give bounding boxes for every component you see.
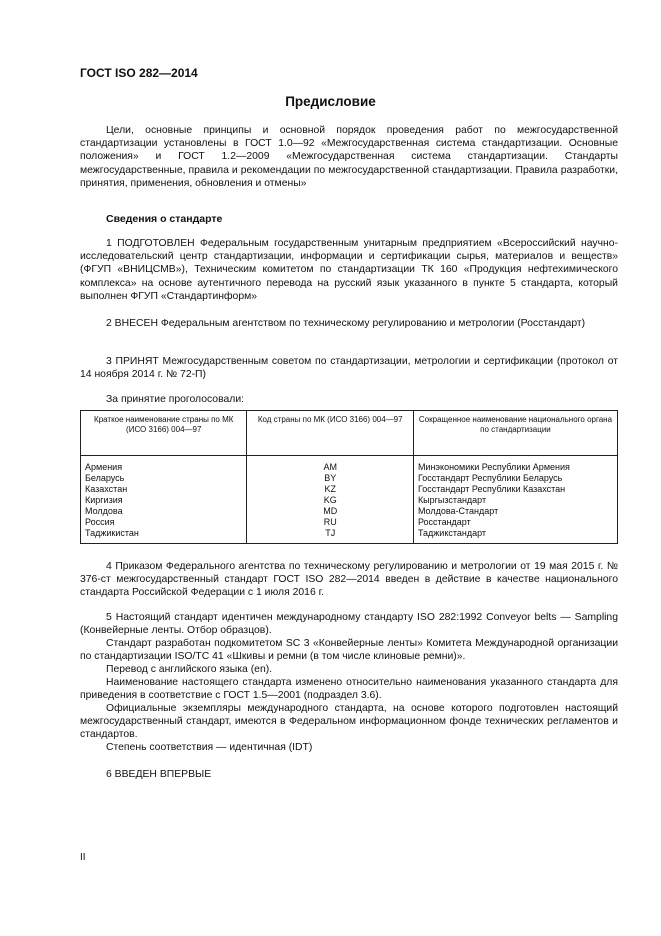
document-header: ГОСТ ISO 282—2014 [80, 66, 198, 80]
item-5-committee: Стандарт разработан подкомитетом SC 3 «Конвейерные ленты» Комитета Международной организации по стандартизации ISO/TC 41 «Шкивы и ремни (в том числе клиновые ремни)». [80, 638, 618, 663]
table-cell: Молдова [85, 506, 123, 516]
page-title: Предисловие [285, 94, 376, 109]
table-cell: Госстандарт Республики Казахстан [417, 484, 566, 494]
item-5: 5 Настоящий стандарт идентичен международному стандарту ISO 282:1992 Conveyor belts — Sampling (Конвейерные ленты. Отбор образцов). [80, 612, 618, 637]
voted-label: За принятие проголосовали: [106, 394, 245, 405]
table-cell: Беларусь [85, 473, 125, 483]
section-subtitle: Сведения о стандарте [106, 213, 223, 225]
table-cell: BY [324, 473, 337, 483]
item-5-name-change: Наименование настоящего стандарта изменено относительно наименования указанного стандарта для приведения в соответствие с ГОСТ 1.5—2001 (подраздел 3.6). [80, 677, 618, 702]
intro-paragraph: Цели, основные принципы и основной порядок проведения работ по межгосударственной стандартизации установлены в ГОСТ 1.0—92 «Межгосударственная система стандартизации. Основные положения» и ГОСТ 1.2—2009 «Межгосударственная система стандартизации. Стандарты межгосударственные, правила и рекомендации по межгосударственной стандартизации. Правила разработки, принятия, применения, обновления и отмены» [80, 125, 618, 189]
table-cell: Таджикстандарт [417, 528, 487, 538]
table-cell: Минэкономики Республики Армения [417, 462, 570, 472]
table-header-body: Сокращенное наименование национального органа по стандартизации [413, 411, 617, 456]
table-cell: Армения [85, 462, 123, 472]
table-col-code [247, 456, 413, 544]
table-cell: Росстандарт [417, 517, 471, 527]
item-6: 6 ВВЕДЕН ВПЕРВЫЕ [106, 769, 212, 780]
item-5-conformity: Степень соответствия — идентичная (IDT) [106, 742, 313, 753]
table-cell: KG [323, 495, 337, 505]
item-1: 1 ПОДГОТОВЛЕН Федеральным государственным унитарным предприятием «Всероссийский научно-исследовательский центр стандартизации, информации и сертификации сырья, материалов и веществ» (ФГУП «ВНИЦСМВ»), Техническим комитетом по стандартизации ТК 160 «Продукция нефтехимического комплекса» на основе аутентичного перевода на русский язык указанного в пункте 5 стандарта, который выполнен ФГУП «Стандартинформ» [80, 238, 618, 302]
table-cell: Киргизия [85, 495, 123, 505]
item-3: 3 ПРИНЯТ Межгосударственным советом по стандартизации, метрологии и сертификации (протокол от 14 ноября 2014 г. № 72-П) [80, 356, 618, 381]
item-2: 2 ВНЕСЕН Федеральным агентством по техническому регулированию и метрологии (Росстандарт) [106, 318, 586, 329]
table-cell: Казахстан [85, 484, 128, 494]
table-cell: Кыргызстандарт [417, 495, 487, 505]
table-col-country [81, 456, 247, 544]
table-cell: RU [323, 517, 337, 527]
table-header-country: Краткое наименование страны по МК (ИСО 3166) 004—97 [81, 411, 247, 456]
table-cell: Таджикистан [85, 528, 139, 538]
table-cell: TJ [325, 528, 336, 538]
table-cell: KZ [324, 484, 336, 494]
table-header-code: Код страны по МК (ИСО 3166) 004—97 [247, 411, 413, 456]
table-col-body [413, 456, 617, 544]
table-cell: Госстандарт Республики Беларусь [417, 473, 563, 483]
page-number: II [80, 852, 86, 863]
table-cell: Россия [85, 517, 115, 527]
item-4: 4 Приказом Федерального агентства по техническому регулированию и метрологии от 19 мая 2015 г. № 376-ст межгосударственный стандарт ГОСТ ISO 282—2014 введен в действие в качестве национального стандарта Российской Федерации с 1 июля 2016 г. [80, 561, 618, 599]
table-cell: AM [323, 462, 337, 472]
table-cell: MD [323, 506, 338, 516]
item-5-translation: Перевод с английского языка (en). [106, 664, 273, 675]
voting-table [80, 410, 618, 544]
item-5-official-copies: Официальные экземпляры международного стандарта, на основе которого подготовлен настоящий межгосударственный стандарт, имеются в Федеральном информационном фонде технических регламентов и стандартов. [80, 703, 618, 741]
table-cell: Молдова-Стандарт [417, 506, 499, 516]
